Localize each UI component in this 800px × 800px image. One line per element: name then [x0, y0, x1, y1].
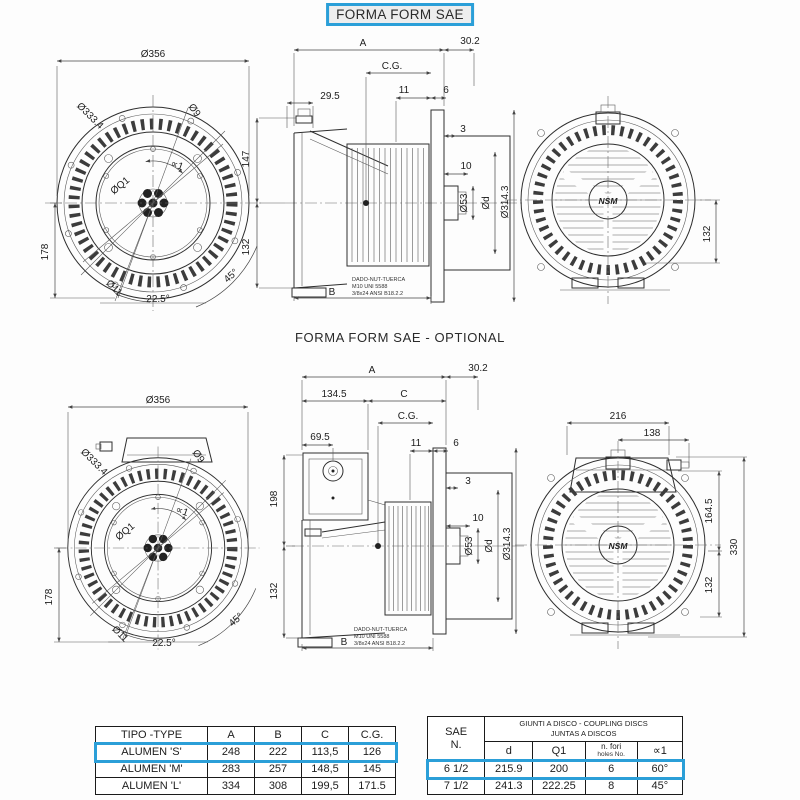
dim-d3143-label: Ø314.3: [500, 185, 511, 219]
dim-d3143-label: Ø314.3: [502, 527, 513, 561]
cell: 222.25: [533, 778, 585, 795]
dim-225deg-label: 22.5°: [152, 638, 176, 649]
side-view-2: [269, 363, 524, 651]
brand-logo: NSM: [608, 541, 628, 551]
cell: 241.3: [485, 778, 533, 795]
dim-132-label: 132: [704, 576, 715, 594]
section-subtitle: FORMA FORM SAE - OPTIONAL: [294, 330, 506, 345]
dim-A-label: A: [359, 38, 367, 49]
cell: 248: [208, 744, 255, 761]
rear-view-2: [515, 411, 747, 649]
nut-note-line3: 3/8x24 ANSI B18.2.2: [352, 291, 404, 297]
col-header-alpha1: ∝1: [637, 742, 682, 761]
cell: 215.9: [485, 761, 533, 778]
sae-coupling-table: [427, 716, 683, 795]
type-table-header-row: [96, 727, 396, 744]
col-header-sae: [428, 717, 485, 761]
dim-6-label: 6: [453, 438, 459, 449]
group-title-line2: JUNTAS A DISCOS: [550, 729, 617, 738]
dim-alpha1-label: ∝1: [173, 504, 190, 519]
table-row-sae-712: [428, 778, 683, 795]
cell: 145: [349, 761, 396, 778]
cell: 257: [255, 761, 302, 778]
col-header-a: A: [208, 727, 255, 744]
dim-11-label: 11: [410, 438, 422, 449]
dim-198-label: 198: [269, 490, 280, 508]
nut-note-line2: M10 UNI 5588: [352, 284, 388, 290]
dim-132-label: 132: [241, 238, 252, 256]
dim-45deg-label: 45°: [227, 610, 246, 630]
cell: 334: [208, 778, 255, 795]
dim-d11-label: Ø11: [103, 277, 125, 299]
dim-10-label: 10: [472, 513, 484, 524]
dim-6-label: 6: [443, 85, 449, 96]
dim-d53-label: Ø53: [464, 536, 475, 556]
col-header-c: C: [302, 727, 349, 744]
cell: 200: [533, 761, 585, 778]
dim-138-label: 138: [643, 428, 661, 439]
brand-logo: NSM: [598, 196, 618, 206]
drawing-row-standard: [0, 26, 800, 328]
col-header-cg: C.G.: [349, 727, 396, 744]
holes-label-it: n. fori: [601, 742, 622, 751]
dim-d356-label: Ø356: [145, 395, 171, 406]
dim-d356-label: Ø356: [140, 49, 166, 60]
front-view-1-dimensions: [40, 49, 249, 305]
nut-note-line1: DADO-NUT-TUERCA: [352, 277, 406, 283]
dim-178-label: 178: [44, 588, 55, 606]
cell: 199,5: [302, 778, 349, 795]
dim-B-label: B: [328, 287, 336, 298]
dim-cg-label: C.G.: [397, 411, 419, 422]
dim-d9-label: Ø9: [189, 447, 207, 466]
drawing-row-optional: [0, 350, 800, 698]
dim-216-label: 216: [609, 411, 627, 422]
dim-d53-label: Ø53: [459, 193, 470, 213]
cell: 60°: [637, 761, 682, 778]
table-row-alumen-l: [96, 778, 396, 795]
dim-178-label: 178: [40, 243, 51, 261]
dim-132-label: 132: [702, 225, 713, 243]
dim-132-label: 132: [269, 582, 280, 600]
dim-11-label: 11: [398, 85, 410, 96]
cell: 45°: [637, 778, 682, 795]
dim-695-label: 69.5: [310, 432, 330, 443]
dim-3-label: 3: [460, 124, 466, 135]
front-view-2: [44, 395, 260, 650]
col-header-holes: [585, 742, 637, 761]
rear-view-1-dimensions: [646, 200, 720, 263]
cell: ALUMEN 'M': [96, 761, 208, 778]
cell: 8: [585, 778, 637, 795]
nut-note-line3: 3/8x24 ANSI B18.2.2: [354, 641, 406, 647]
dim-330-label: 330: [729, 538, 740, 556]
dim-302-label: 30.2: [460, 36, 480, 47]
cell: 171.5: [349, 778, 396, 795]
type-dimensions-table: [95, 726, 396, 795]
dim-295-label: 29.5: [320, 91, 340, 102]
cell: 7 1/2: [428, 778, 485, 795]
group-header-coupling-discs: [485, 717, 683, 742]
col-header-q1: Q1: [533, 742, 585, 761]
dim-d3334-label: Ø333.4: [78, 446, 110, 478]
col-header-d: d: [485, 742, 533, 761]
dim-302-label: 30.2: [468, 363, 488, 374]
table-row-alumen-s: [96, 744, 396, 761]
dim-B-label: B: [340, 637, 348, 648]
sae-table-group-header-row: [428, 717, 683, 742]
cell: 308: [255, 778, 302, 795]
dim-1345-label: 134.5: [321, 389, 347, 400]
dim-dq1-label: ØQ1: [108, 175, 133, 198]
cell: 6 1/2: [428, 761, 485, 778]
dim-dd-label: Ød: [484, 539, 495, 553]
cell: 113,5: [302, 744, 349, 761]
dim-d3334-label: Ø333.4: [74, 100, 106, 132]
sae-label: SAE: [445, 725, 468, 738]
cell: 126: [349, 744, 396, 761]
cell: ALUMEN 'L': [96, 778, 208, 795]
table-row-alumen-m: [96, 761, 396, 778]
col-header-tipo: TIPO -TYPE: [96, 727, 208, 744]
cell: 222: [255, 744, 302, 761]
dim-225deg-label: 22.5°: [146, 294, 170, 305]
dim-10-label: 10: [460, 161, 472, 172]
dim-cg-label: C.G.: [381, 61, 403, 72]
dim-1645-label: 164.5: [704, 498, 715, 524]
nut-note-line2: M10 UNI 5588: [354, 634, 390, 640]
group-title-line1: GIUNTI A DISCO - COUPLING DISCS: [519, 719, 648, 728]
nut-note-line1: DADO-NUT-TUERCA: [354, 627, 408, 633]
table-row-sae-612: [428, 761, 683, 778]
cell: 6: [585, 761, 637, 778]
dim-d9-label: Ø9: [185, 101, 203, 120]
dim-dd-label: Ød: [481, 196, 492, 210]
dim-C-label: C: [400, 389, 408, 400]
dim-45deg-label: 45°: [222, 266, 241, 286]
dim-3-label: 3: [465, 476, 471, 487]
dim-147-label: 147: [241, 150, 252, 168]
cell: 148,5: [302, 761, 349, 778]
dim-A-label: A: [368, 365, 376, 376]
cell: ALUMEN 'S': [96, 744, 208, 761]
cell: 283: [208, 761, 255, 778]
col-header-b: B: [255, 727, 302, 744]
dim-alpha1-label: ∝1: [168, 158, 185, 173]
sae-n-label: N.: [450, 738, 462, 751]
side-view-1: [241, 36, 525, 304]
dim-d11-label: Ø11: [109, 623, 131, 645]
dim-dq1-label: ØQ1: [113, 521, 138, 544]
holes-label-en: holes No.: [597, 751, 625, 758]
page-title: FORMA FORM SAE: [326, 3, 474, 26]
